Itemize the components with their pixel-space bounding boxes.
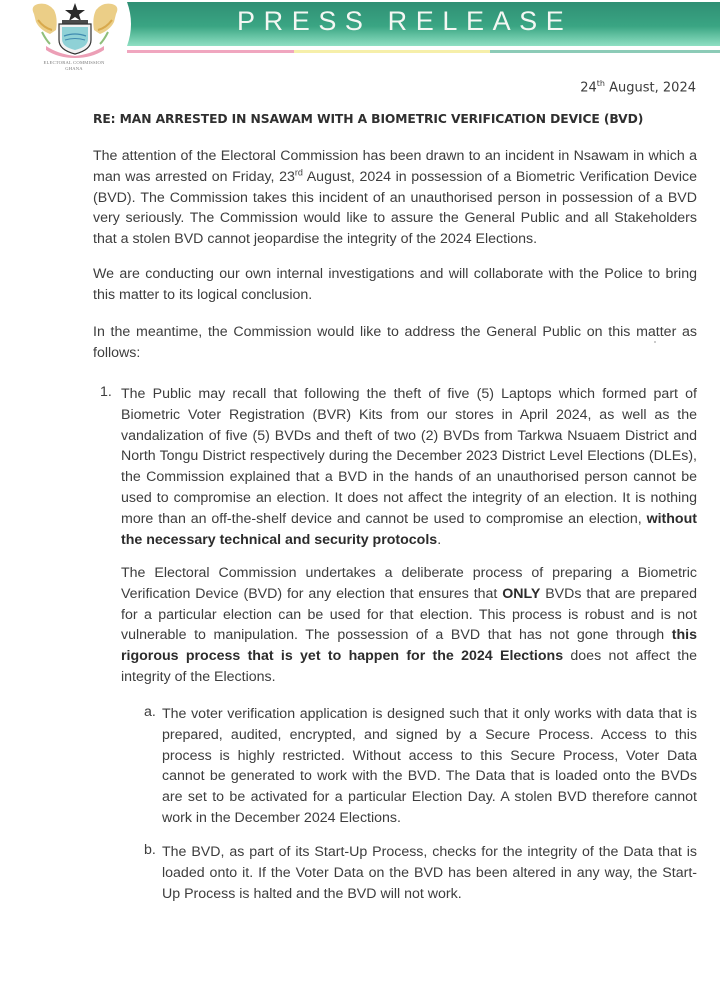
list-item-text: The Electoral Commission undertakes a deliberate process of preparing a Biometric Verification Device (BVD) for any election that ensures that bbox=[121, 565, 697, 602]
color-strip-teal bbox=[490, 50, 720, 53]
headline: RE: MAN ARRESTED IN NSAWAM WITH A BIOMETRIC VERIFICATION DEVICE (BVD) bbox=[93, 112, 644, 126]
color-strip-pink bbox=[127, 50, 294, 53]
list-item-bold-text: this rigorous process that is yet to happen for the 2024 Elections bbox=[121, 627, 697, 665]
date-day: 24 bbox=[580, 80, 597, 96]
logo-caption-line1: ELECTORAL COMMISSION bbox=[43, 60, 105, 65]
date-suffix: th bbox=[596, 79, 606, 88]
paragraph-text: August, 2024 in possession of a Biometric Verification Device (BVD). The Commission takes this incident of an unauthorised person in possession of a BVD very seriously. The Commission would like to assure the General Public and all Stakeholders that a stolen BVD cannot jeopardise the integrity of the 2024 Elections. bbox=[93, 168, 697, 248]
release-date bbox=[580, 79, 696, 95]
coat-of-arms-logo bbox=[28, 0, 122, 58]
sub-item-b: The BVD, as part of its Start-Up Process, checks for the integrity of the Data that is loaded onto it. If the Voter Data on the BVD has been altered in any way, the Start-Up Process is halted and the BVD will not work. bbox=[162, 844, 697, 902]
ordinal-suffix: rd bbox=[294, 167, 303, 178]
paragraph-investigation: We are conducting our own internal investigations and will collaborate with the Police to bring this matter to its logical conclusion. bbox=[93, 266, 697, 303]
emblem-icon bbox=[28, 0, 122, 58]
sub-item-label: b. bbox=[144, 842, 156, 858]
date-month-year: August, 2024 bbox=[605, 80, 696, 96]
paragraph-meantime: In the meantime, the Commission would like to address the General Public on this matter as follows: bbox=[93, 324, 697, 361]
paragraph-text: The attention of the Electoral Commission has been drawn to an incident in Nsawam in which a man was arrested on Friday, 23 bbox=[93, 148, 697, 185]
list-item-text: does not affect the integrity of the Elections. bbox=[121, 648, 697, 685]
sub-item-label: a. bbox=[144, 704, 156, 720]
list-item-text: . bbox=[437, 531, 442, 548]
banner-title: PRESS RELEASE bbox=[237, 6, 573, 36]
logo-caption bbox=[18, 60, 130, 72]
list-item-text: BVDs that are prepared for a particular election can be used for that election. This process is robust and is not vulnerable to manipulation. The possession of a BVD that has not gone through bbox=[121, 585, 697, 644]
sub-item-a: The voter verification application is designed such that it only works with data that is prepared, audited, encrypted, and signed by a Secure Process. Access to this process is highly restricted. Without access to this Secure Process, Voter Data cannot be generated to work with the BVD. The Data that is loaded onto the BVDs are set to be activated for a particular Election Day. A stolen BVD therefore cannot work in the December 2024 Elections. bbox=[162, 706, 697, 826]
list-item-bold-text: ONLY bbox=[502, 585, 541, 602]
list-item-text: The Public may recall that following the theft of five (5) Laptops which formed part of Biometric Voter Registration (BVR) Kits from our stores in April 2024, as well as the vandalization of five (5) BVDs and theft of two (2) BVDs from Tarkwa Nsuaem District and North Tongu District respectively during the December 2023 District Level Elections (DLEs), the Commission explained that a BVD in the hands of an unauthorised person cannot be used to compromise an election. It does not affect the integrity of an election. It is nothing more than an off-the-shelf device and cannot be used to compromise an election, bbox=[121, 386, 697, 527]
scan-speck bbox=[654, 341, 656, 343]
list-item-bold-text: without the necessary technical and security protocols bbox=[121, 510, 697, 548]
press-release-banner bbox=[127, 2, 720, 46]
list-item-1-continuation bbox=[121, 563, 697, 688]
list-item-number: 1. bbox=[100, 384, 112, 400]
logo-caption-line2: GHANA bbox=[65, 66, 83, 71]
color-strip-yellow bbox=[294, 50, 490, 53]
paragraph-attention bbox=[93, 146, 697, 250]
list-item-1 bbox=[121, 384, 697, 550]
